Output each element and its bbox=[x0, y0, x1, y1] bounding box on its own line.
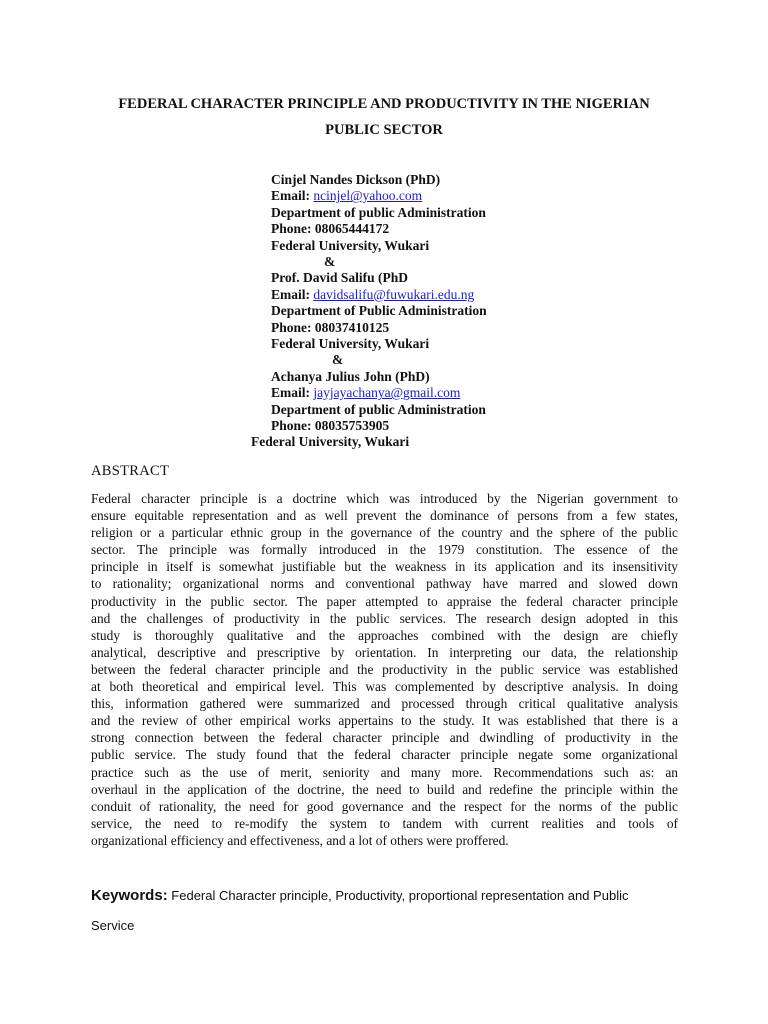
author-separator-1: & bbox=[324, 254, 336, 269]
abstract-line: strong connection between the federal character principle and dwindling of productivity in the bbox=[91, 730, 678, 746]
paper-title-line-1: FEDERAL CHARACTER PRINCIPLE AND PRODUCTIVITY IN THE NIGERIAN bbox=[118, 96, 650, 112]
abstract-line: principle in itself is somewhat justifiable but the weakness in its application and its insensitivity bbox=[91, 559, 678, 575]
abstract-line: practice such as the use of merit, seniority and many more. Recommendations such as: an bbox=[91, 764, 678, 780]
author-1-phone: Phone: 08065444172 bbox=[271, 221, 390, 237]
abstract-line: service, the need to re-modify the system to tandem with current realities and tools of bbox=[91, 815, 678, 831]
abstract-body bbox=[91, 490, 678, 849]
abstract-line: organizational efficiency and effectiveness, and a lot of others were proffered. bbox=[91, 832, 509, 848]
author-2-email-link[interactable]: davidsalifu@fuwukari.edu.ng bbox=[313, 286, 475, 302]
author-3-email-label: Email: bbox=[271, 385, 314, 401]
abstract-line: at both theoretical and empirical level. This was complemented by descriptive analysis. In doing bbox=[91, 679, 678, 695]
abstract-line: religion or a particular ethnic group in the governance of the country and the sphere of the public bbox=[91, 525, 678, 541]
author-1-institution: Federal University, Wukari bbox=[271, 237, 430, 253]
abstract-line: this, information gathered were summarized and processed through critical qualitative analysis bbox=[91, 696, 678, 712]
author-2-email-line bbox=[271, 287, 474, 303]
author-3-name: Achanya Julius John (PhD) bbox=[271, 368, 430, 384]
abstract-line: conduit of rationality, the need for good governance and the respect for the norms of the public bbox=[91, 798, 678, 814]
abstract-line: public service. The study found that the federal character principle negate some organizational bbox=[91, 747, 678, 763]
author-2-institution: Federal University, Wukari bbox=[271, 336, 430, 351]
author-1-department: Department of public Administration bbox=[271, 204, 486, 220]
keywords-label: Keywords: bbox=[91, 887, 168, 904]
abstract-line: ensure equitable representation and as well prevent the dominance of persons from a few states, bbox=[91, 508, 678, 524]
author-2-email-label: Email: bbox=[271, 286, 314, 302]
abstract-line: productivity in the public sector. The paper attempted to appraise the federal character principle bbox=[91, 593, 678, 609]
author-3-email-link[interactable]: jayjayachanya@gmail.com bbox=[313, 385, 461, 401]
author-1-name: Cinjel Nandes Dickson (PhD) bbox=[271, 172, 441, 187]
abstract-line: sector. The principle was formally introduced in the 1979 constitution. The essence of the bbox=[91, 542, 678, 558]
abstract-line: overhaul in the application of the doctrine, the need to build and redefine the principle within the bbox=[91, 781, 678, 797]
abstract-line: to rationality; organizational norms and conventional pathway have marred and slowed down bbox=[91, 576, 678, 592]
author-2-department: Department of Public Administration bbox=[271, 303, 487, 319]
author-3-phone: Phone: 08035753905 bbox=[271, 418, 390, 433]
author-1-email-link[interactable]: ncinjel@yahoo.com bbox=[313, 188, 423, 204]
author-separator-2: & bbox=[332, 352, 344, 368]
abstract-line: study is thoroughly qualitative and the approaches combined with the design are chiefly bbox=[91, 627, 678, 643]
abstract-heading: ABSTRACT bbox=[91, 463, 170, 479]
author-3-department: Department of public Administration bbox=[271, 401, 486, 417]
abstract-line: and the review of other empirical works appertains to the study. It was established that there is a bbox=[91, 713, 678, 729]
author-3-email-line bbox=[271, 385, 460, 401]
keywords-text-line-2: Service bbox=[91, 918, 135, 933]
abstract-line: and the challenges of productivity in the public services. The research design adopted in this bbox=[91, 610, 678, 626]
paper-title-line-2: PUBLIC SECTOR bbox=[325, 122, 443, 138]
author-2-name: Prof. David Salifu (PhD bbox=[271, 270, 409, 286]
keywords-section bbox=[91, 881, 691, 941]
author-2-phone: Phone: 08037410125 bbox=[271, 319, 390, 335]
author-1-email-line bbox=[271, 188, 422, 204]
abstract-line: between the federal character principle and the productivity in the public service was established bbox=[91, 661, 678, 677]
keywords-text: Federal Character principle, Productivity, proportional representation and Public bbox=[167, 888, 629, 903]
author-1-email-label: Email: bbox=[271, 188, 314, 204]
author-3-institution: Federal University, Wukari bbox=[251, 434, 410, 450]
abstract-line: Federal character principle is a doctrine which was introduced by the Nigerian government to bbox=[91, 491, 678, 506]
abstract-line: analytical, descriptive and prescriptive by orientation. In interpreting our data, the relationship bbox=[91, 644, 678, 660]
